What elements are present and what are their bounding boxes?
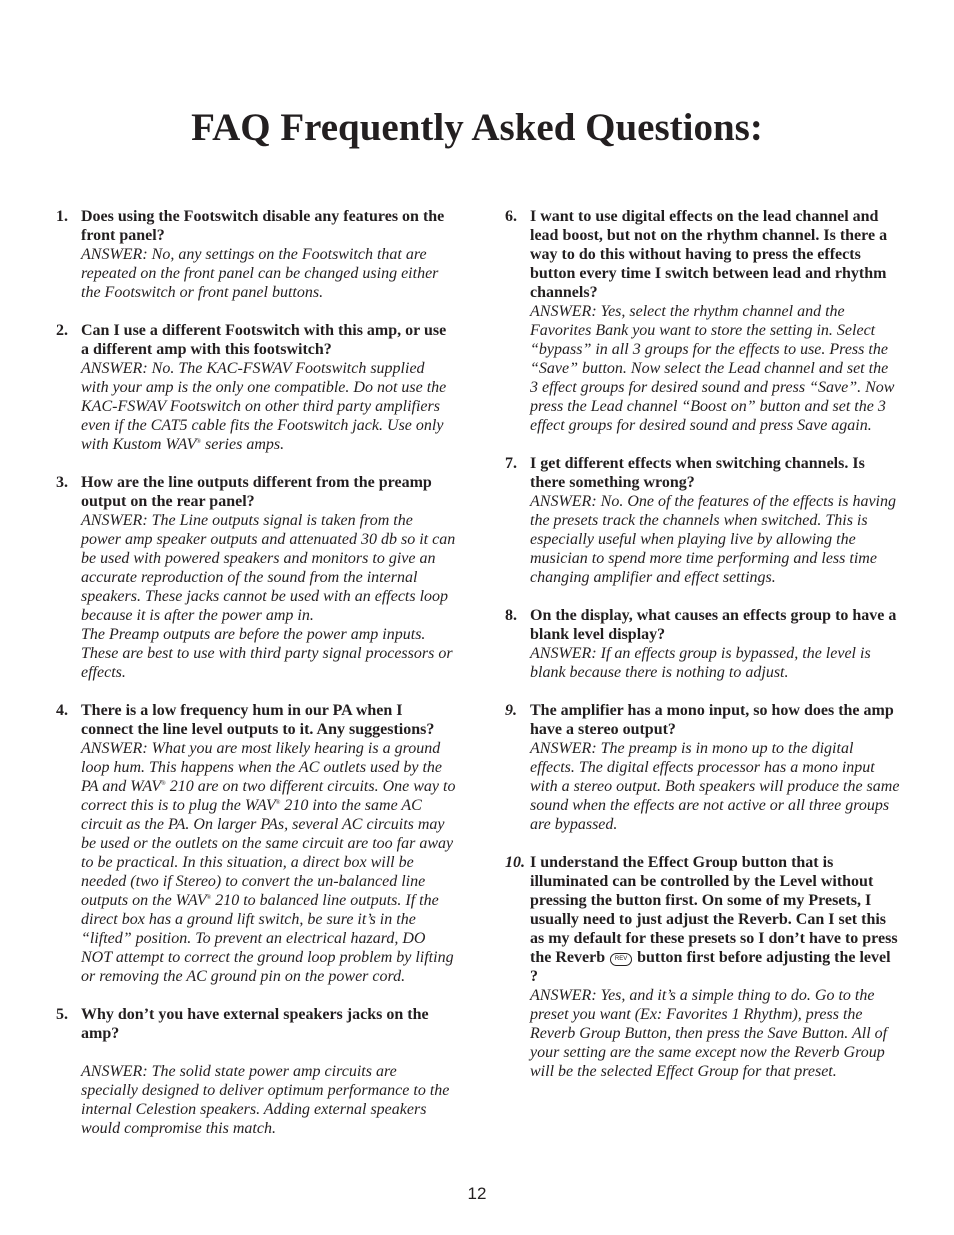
faq-question: On the display, what causes an effects group to have a blank level display? [530, 607, 897, 643]
registered-mark: ® [275, 800, 281, 806]
faq-answer: ANSWER: No. One of the features of the effects is having the presets track the channels when switched. This is especially useful when playing live by allowing the musician to spend more time performing and less time changing amplifier and effect settings. [530, 493, 896, 586]
faq-answer [81, 739, 456, 986]
faq-answer: ANSWER: If an effects group is bypassed, the level is blank because there is nothing to adjust. [530, 645, 871, 681]
faq-number: 9. [505, 702, 517, 719]
faq-question: The amplifier has a mono input, so how does the amp have a stereo output? [530, 702, 894, 738]
answer-text: 210 are on two different circuits. One way to correct this is to plug the WAV [81, 778, 456, 814]
faq-item-9 [505, 701, 900, 834]
faq-answer [81, 359, 456, 454]
answer-text: 210 into the same AC circuit as the PA. On larger PAs, several AC circuits may be used or the outlets on the same circuit are too far away to be practical. In this situation, a direct box will be needed (two if Stereo) to convert the un-balanced line outputs on the WAV [81, 797, 454, 909]
answer-text: 210 to balanced line outputs. If the direct box has a ground lift switch, be sure it’s in the “lifted” position. To prevent an electrical hazard, DO NOT attempt to correct the ground loop problem by lifting or removing the AC ground pin on the power cord. [81, 892, 454, 985]
faq-number: 2. [56, 322, 68, 339]
spacer [81, 1043, 456, 1062]
faq-item-10 [505, 853, 900, 1081]
faq-left-column [56, 207, 456, 1157]
question-text: button first before adjusting the level ? [530, 949, 891, 985]
registered-mark: ® [161, 781, 166, 787]
faq-question: How are the line outputs different from the preamp output on the rear panel? [81, 474, 432, 510]
question-text: I understand the Effect Group button that is illuminated can be controlled by the Level without pressing the button first. On some of my Presets, I usually need to just adjust the Reverb. Can I set this as my default for these presets so I don’t have to press the Reverb [530, 854, 898, 966]
faq-right-column [505, 207, 900, 1100]
faq-number: 10. [505, 854, 525, 871]
faq-number: 6. [505, 208, 517, 225]
registered-mark: ® [206, 895, 212, 901]
answer-text: ANSWER: No. The KAC-FSWAV Footswitch supplied with your amp is the only one compatible. Do not use the KAC-FSWAV Footswitch on other third party amplifiers even if the CAT5 cable fits the Footswitch jack. Use only with Kustom WAV [81, 360, 447, 453]
page-title: FAQ Frequently Asked Questions: [191, 106, 763, 149]
faq-number: 5. [56, 1006, 68, 1023]
faq-item-4 [56, 701, 456, 986]
reverb-button-icon: REV [610, 953, 632, 966]
faq-question: I want to use digital effects on the lead channel and lead boost, but not on the rhythm channel. Is there a way to do this without having to press the effects button every time I switch between lead and rhythm channels? [530, 208, 888, 301]
faq-question: Can I use a different Footswitch with this amp, or use a different amp with this footswitch? [81, 322, 447, 358]
faq-question: I get different effects when switching channels. Is there something wrong? [530, 455, 865, 491]
faq-question [530, 853, 900, 986]
faq-answer: ANSWER: Yes, and it’s a simple thing to do. Go to the preset you want (Ex: Favorites 1 Rhythm), press the Reverb Group Button, then press the Save Button. All of your setting are the same except now the Reverb Group will be the selected Effect Group for that preset. [530, 987, 888, 1080]
faq-answer: ANSWER: The solid state power amp circuits are specially designed to deliver optimum performance to the internal Celestion speakers. Adding external speakers would compromise this match. [81, 1063, 450, 1137]
faq-answer: ANSWER: Yes, select the rhythm channel and the Favorites Bank you want to store the setting in. Select “bypass” in all 3 groups for the effects to use. Press the “Save” button. Now select the Lead channel and set the 3 effect groups for desired sound and press “Save”. Now press the Lead channel “Boost on” button and set the 3 effect groups for desired sound and press Save again. [530, 303, 895, 434]
faq-answer: ANSWER: No, any settings on the Footswitch that are repeated on the front panel can be changed using either the Footswitch or front panel buttons. [81, 246, 439, 301]
faq-number: 7. [505, 455, 517, 472]
faq-number: 1. [56, 208, 68, 225]
faq-number: 3. [56, 474, 68, 491]
answer-text: ANSWER: What you are most likely hearing is a ground loop hum. This happens when the AC outlets used by the PA and WAV [81, 740, 443, 795]
page-number: 12 [467, 1184, 487, 1203]
faq-item-2 [56, 321, 456, 454]
faq-item-6 [505, 207, 900, 435]
faq-item-1 [56, 207, 456, 302]
faq-number: 8. [505, 607, 517, 624]
answer-text: series amps. [200, 436, 285, 453]
faq-item-3 [56, 473, 456, 682]
faq-answer: ANSWER: The Line outputs signal is taken from the power amp speaker outputs and attenuated 30 db so it can be used with powered speakers and monitors to give an accurate reproduction of the sound from the internal speakers. These jacks cannot be used with an effects loop because it is after the power amp in. [81, 512, 456, 624]
faq-item-7 [505, 454, 900, 587]
faq-question: Why don’t you have external speakers jacks on the amp? [81, 1006, 429, 1042]
faq-answer: ANSWER: The preamp is in mono up to the digital effects. The digital effects processor has a mono input with a stereo output. Both speakers will produce the same sound when the effects are not active or all three groups are bypassed. [530, 740, 900, 833]
faq-item-5 [56, 1005, 456, 1138]
faq-question: There is a low frequency hum in our PA when I connect the line level outputs to it. Any suggestions? [81, 702, 435, 738]
faq-number: 4. [56, 702, 68, 719]
registered-mark: ® [196, 439, 201, 445]
faq-item-8 [505, 606, 900, 682]
faq-answer-continued: The Preamp outputs are before the power amp inputs. These are best to use with third party signal processors or effects. [81, 626, 453, 681]
faq-question: Does using the Footswitch disable any features on the front panel? [81, 208, 445, 244]
